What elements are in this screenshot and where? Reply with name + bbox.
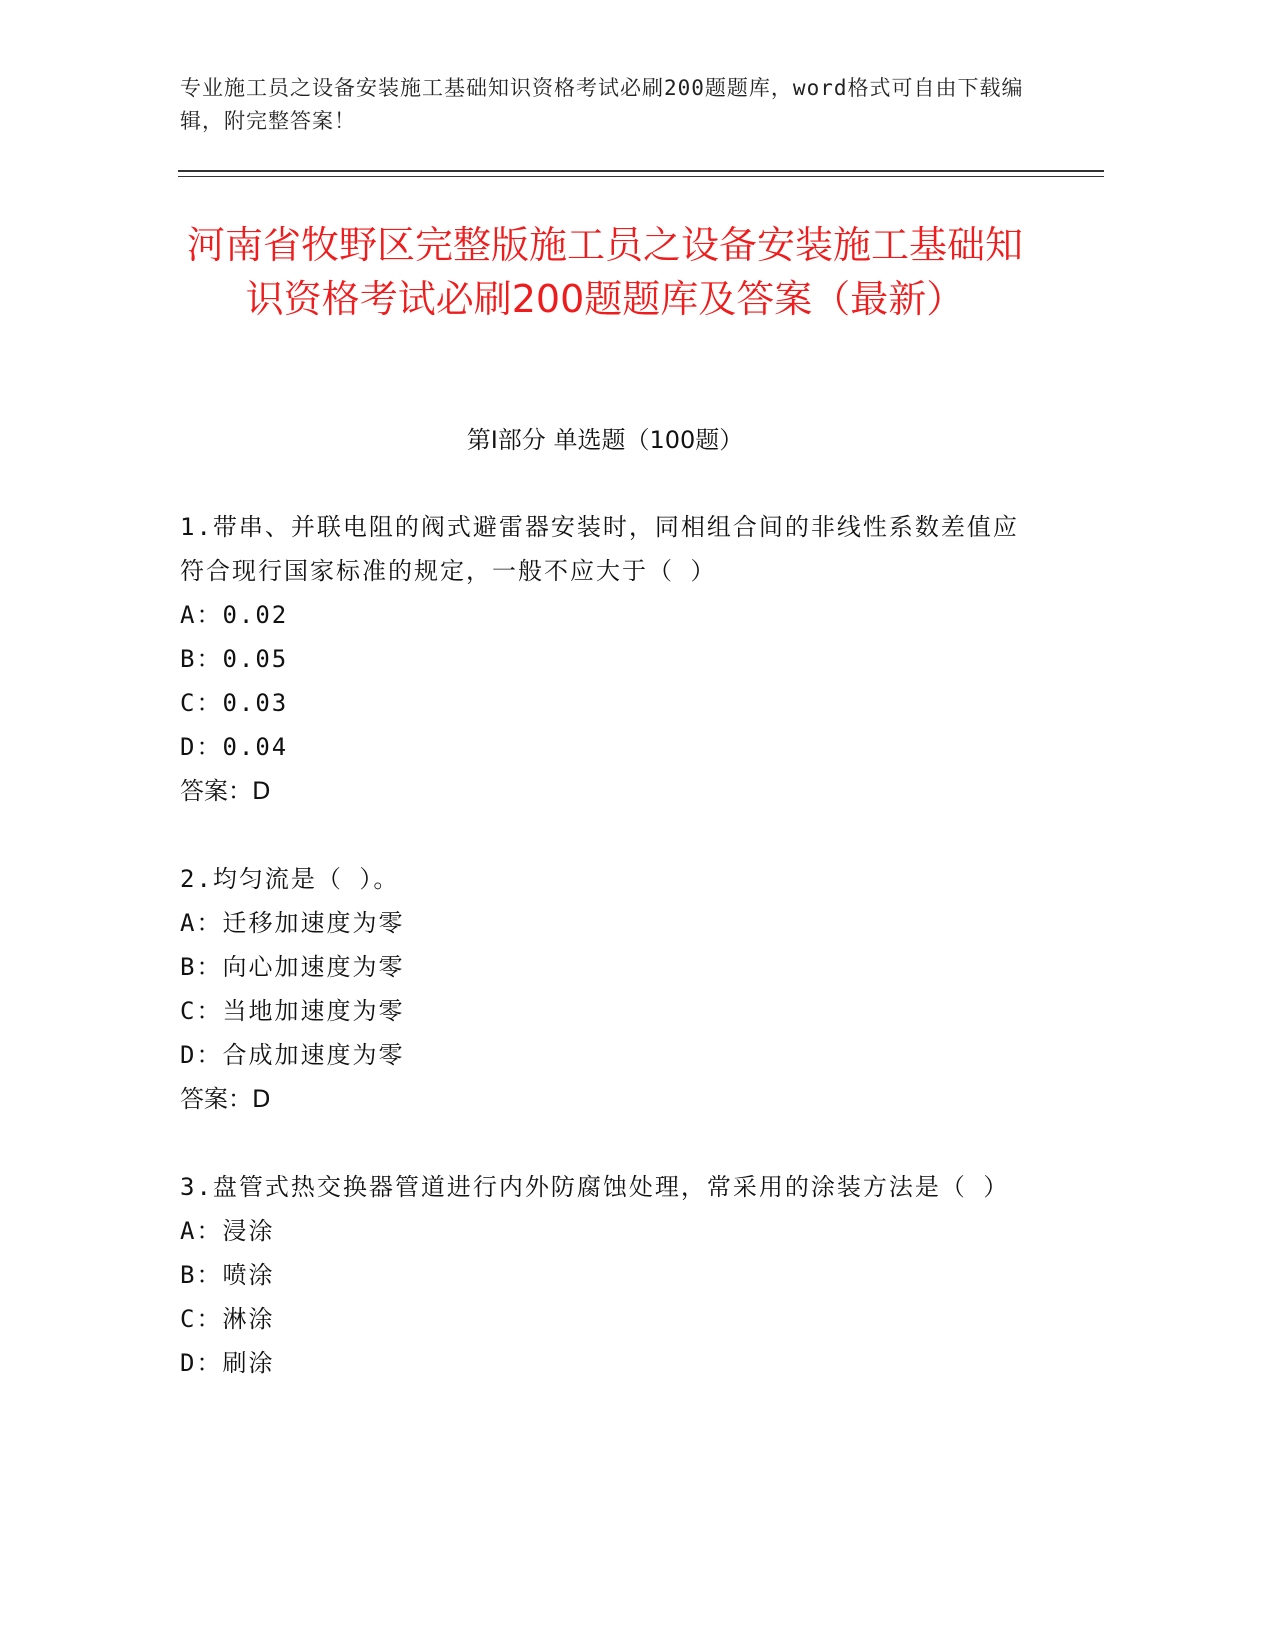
- question-text: 1.带串、并联电阻的阀式避雷器安装时，同相组合间的非线性系数差值应符合现行国家标准的规定，一般不应大于（ ）: [180, 513, 1019, 585]
- option-c: C：0.03: [180, 689, 289, 717]
- option-a: A：浸涂: [180, 1217, 275, 1245]
- question-2: [180, 857, 1020, 1121]
- question-1: [180, 505, 1020, 813]
- option-d: D：合成加速度为零: [180, 1041, 405, 1069]
- option-d: D：刷涂: [180, 1349, 275, 1377]
- question-list: [180, 505, 1020, 1429]
- header-divider-thin: [178, 176, 1104, 177]
- option-a: A：0.02: [180, 601, 289, 629]
- question-3: [180, 1165, 1020, 1385]
- question-text: 2.均匀流是（ ）。: [180, 865, 400, 893]
- option-c: C：淋涂: [180, 1305, 275, 1333]
- option-d: D：0.04: [180, 733, 289, 761]
- option-a: A：迁移加速度为零: [180, 909, 405, 937]
- option-c: C：当地加速度为零: [180, 997, 405, 1025]
- option-b: B：0.05: [180, 645, 289, 673]
- header-note: 专业施工员之设备安装施工基础知识资格考试必刷200题题库，word格式可自由下载编辑，附完整答案！: [180, 76, 1024, 133]
- option-b: B：喷涂: [180, 1261, 275, 1289]
- answer: 答案：D: [180, 777, 271, 805]
- document-title: 河南省牧野区完整版施工员之设备安装施工基础知识资格考试必刷200题题库及答案（最新）: [186, 223, 1023, 321]
- option-b: B：向心加速度为零: [180, 953, 405, 981]
- answer: 答案：D: [180, 1085, 271, 1113]
- header-divider-thick: [178, 170, 1104, 172]
- section-title: 第Ⅰ部分 单选题（100题）: [466, 426, 744, 454]
- question-text: 3.盘管式热交换器管道进行内外防腐蚀处理，常采用的涂装方法是（ ）: [180, 1173, 1010, 1201]
